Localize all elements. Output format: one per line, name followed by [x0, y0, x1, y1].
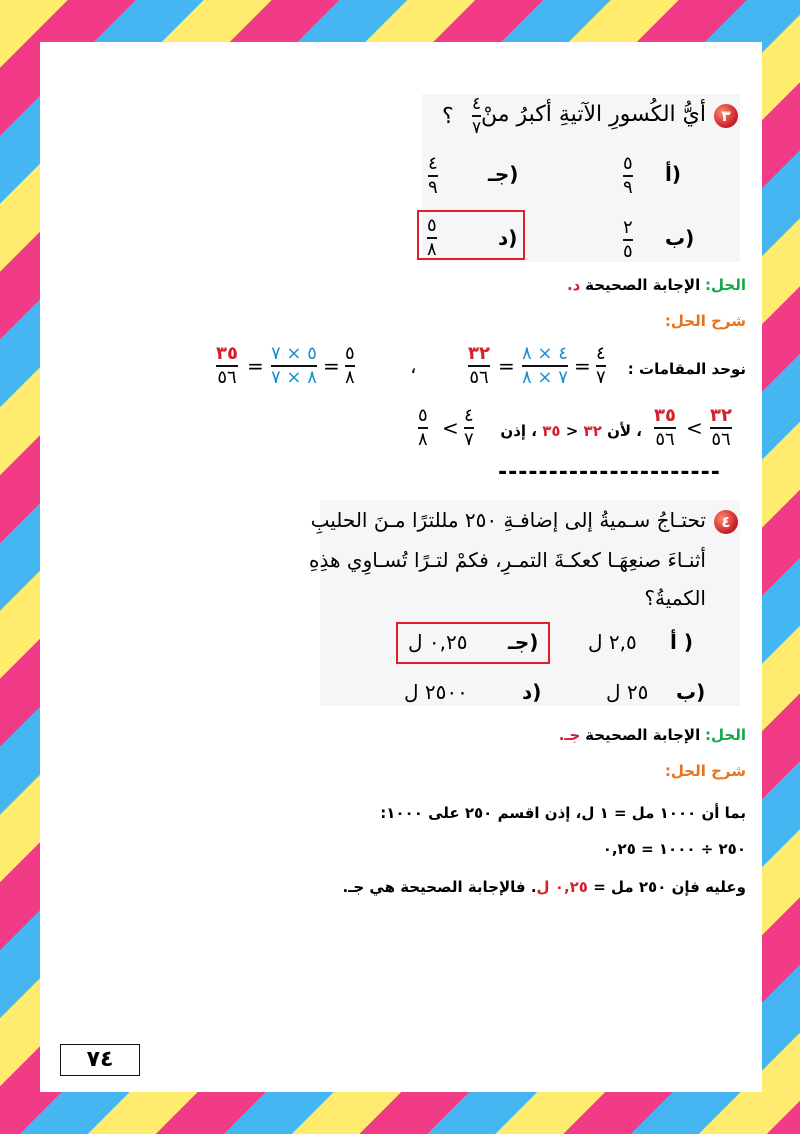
q3-question-fraction: ٤ ٧: [472, 94, 482, 138]
compare-because-text: ، لأن ٣٢ < ٣٥ ، إذن: [500, 422, 642, 440]
q4-option-c-value[interactable]: ٠,٢٥ ل: [408, 630, 468, 654]
q3-question-mark: ؟: [442, 104, 454, 129]
eq1-middle-fraction: ٤ × ٨ ٧ × ٨: [522, 343, 568, 388]
q4-number-badge: ٤: [714, 510, 738, 534]
eq1-left-fraction: ٤ ٧: [596, 343, 606, 388]
q3-option-c-fraction[interactable]: ٤ ٩: [428, 153, 438, 198]
q4-explain-line1: بما أن ١٠٠٠ مل = ١ ل، إذن اقسم ٢٥٠ على ١٠٠٠:: [380, 804, 746, 822]
eq-separator-comma: ،: [410, 354, 417, 378]
q3-option-a-fraction[interactable]: ٥ ٩: [623, 153, 633, 198]
q3-unify-text: نوحد المقامات :: [627, 360, 746, 378]
q3-option-c-label: جـ): [488, 162, 519, 186]
q4-option-c-label: جـ): [508, 630, 539, 654]
q4-solution-line: الحل: الإجابة الصحيحة جـ.: [558, 726, 746, 744]
q4-line2: أثنـاءَ صنعِهَـا كعكـةَ التمـرِ، فكمْ لتـرًا تُسـاوِي هذِهِ: [309, 548, 706, 572]
eq2-left-fraction: ٥ ٨: [345, 343, 355, 388]
page-number: ٧٤: [60, 1044, 140, 1076]
eq2-result-fraction: ٣٥ ٥٦: [216, 343, 238, 388]
q4-option-a-value[interactable]: ٢,٥ ل: [588, 630, 637, 654]
q3-solution-line: الحل: الإجابة الصحيحة د.: [566, 276, 746, 294]
q4-explain-label: شرح الحل:: [664, 762, 746, 780]
section-divider: ----------------------: [498, 460, 721, 485]
compare-fraction-35-56: ٣٥ ٥٦: [654, 405, 676, 450]
eq1-result-fraction: ٣٢ ٥٦: [468, 343, 490, 388]
page-sheet: ٣ أيُّ الكُسورِ الآتيةِ أكبرُ منْ ٤ ٧ ؟ أ) ٥ ٩ جـ) ٤ ٩ ب) ٢ ٥ د) ٥ ٨ الحل: الإجابة الصحيحة د. شرح الحل: نوحد المقامات : ٤ ٧ = ٤ × ٨ ٧ × ٨ = ٣٢ ٥٦ ، ٥ ٨ = ٥ × ٧ ٨ × ٧ = ٣٥ ٥٦ ٣٢ ٥٦ < ٣٥ ٥٦ ، لأن ٣٢ < ٣٥ ، إذن ٤ ٧ < ٥ ٨ ---------------------- ٤ تحتـاجُ سـميةُ إلى إضافـةِ ٢٥٠ مللترًا مـنَ الحليبِ أثنـاءَ صنعِهَـا كعكـةَ التمـرِ، فكمْ لتـرًا تُسـاوِي هذِهِ الكميةُ؟ أ ) ٢,٥ ل جـ) ٠,٢٥ ل ب) ٢٥ ل د) ٢٥٠٠ ل الحل: الإجابة الصحيحة جـ. شرح الحل: بما أن ١٠٠٠ مل = ١ ل، إذن اقسم ٢٥٠ على ١٠٠٠: ٢٥٠ ÷ ١٠٠٠ = ٠,٢٥ وعليه فإن ٢٥٠ مل = ٠,٢٥ ل. فالإجابة الصحيحة هي جـ. ٧٤: [40, 42, 762, 1092]
q4-option-d-label: د): [522, 680, 542, 704]
q3-option-d-label: د): [498, 226, 518, 250]
q4-option-a-label: أ ): [670, 630, 693, 654]
q3-option-b-label: ب): [665, 226, 695, 250]
q3-option-a-label: أ): [665, 162, 681, 186]
q3-question-text: أيُّ الكُسورِ الآتيةِ أكبرُ منْ: [481, 102, 706, 127]
compare-fraction-32-56: ٣٢ ٥٦: [710, 405, 732, 450]
q4-option-b-value[interactable]: ٢٥ ل: [606, 680, 649, 704]
q3-number-badge: ٣: [714, 104, 738, 128]
q3-option-b-fraction[interactable]: ٢ ٥: [623, 217, 633, 262]
compare-fraction-4-7: ٤ ٧: [464, 405, 474, 450]
q4-explain-line3: وعليه فإن ٢٥٠ مل = ٠,٢٥ ل. فالإجابة الصحيحة هي جـ.: [342, 878, 746, 896]
q4-explain-line2: ٢٥٠ ÷ ١٠٠٠ = ٠,٢٥: [602, 840, 746, 858]
eq2-middle-fraction: ٥ × ٧ ٨ × ٧: [271, 343, 317, 388]
q3-explain-label: شرح الحل:: [664, 312, 746, 330]
compare-fraction-5-8: ٥ ٨: [418, 405, 428, 450]
q4-line1: تحتـاجُ سـميةُ إلى إضافـةِ ٢٥٠ مللترًا مـنَ الحليبِ: [310, 508, 706, 532]
q4-option-b-label: ب): [676, 680, 706, 704]
q4-line3: الكميةُ؟: [644, 586, 706, 610]
q3-option-d-fraction[interactable]: ٥ ٨: [427, 215, 437, 260]
q4-option-d-value[interactable]: ٢٥٠٠ ل: [404, 680, 468, 704]
